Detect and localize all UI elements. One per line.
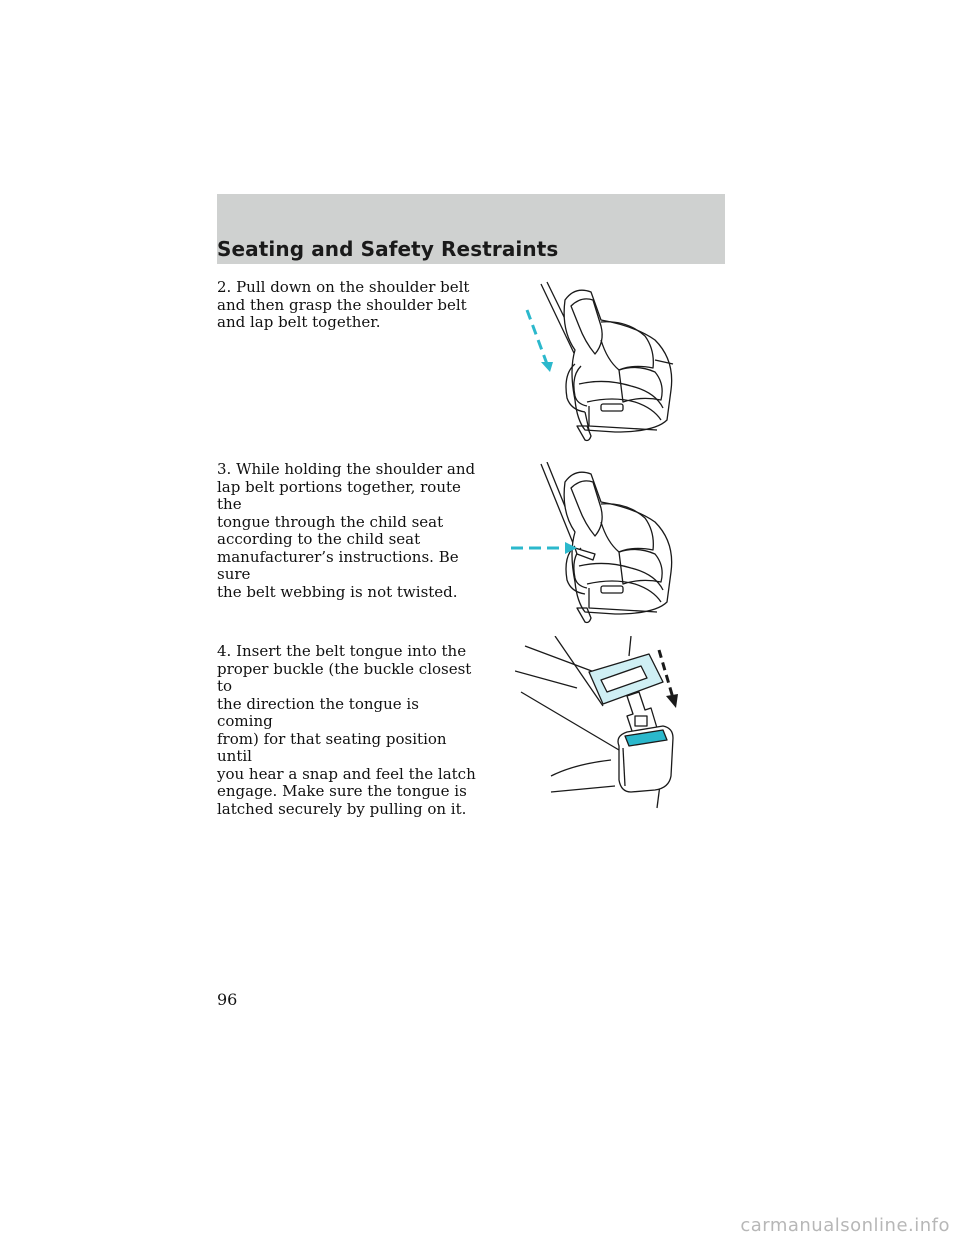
section-title: Seating and Safety Restraints — [217, 237, 559, 261]
step-2-text: 2. Pull down on the shoulder belt and then grasp the shoulder belt and lap belt together. — [217, 278, 470, 331]
child-seat-shoulder-belt-pull-icon — [505, 280, 685, 445]
page-number: 96 — [217, 990, 238, 1009]
step-4-text: 4. Insert the belt tongue into the proper buckle (the buckle closest to the direction the tongue is coming from) for that seating position until you hear a snap and feel the latch engage. Make sure the tongue is latched securely by pulling on it. — [217, 642, 476, 818]
child-seat-belt-route-icon — [505, 462, 685, 624]
buckle-latch-icon — [515, 636, 690, 811]
step-3-text: 3. While holding the shoulder and lap belt portions together, route the tongue through the child seat according to the child seat manufacturer’s instructions. Be sure the belt webbing is not twisted. — [217, 460, 476, 601]
watermark: carmanualsonline.info — [740, 1215, 950, 1236]
